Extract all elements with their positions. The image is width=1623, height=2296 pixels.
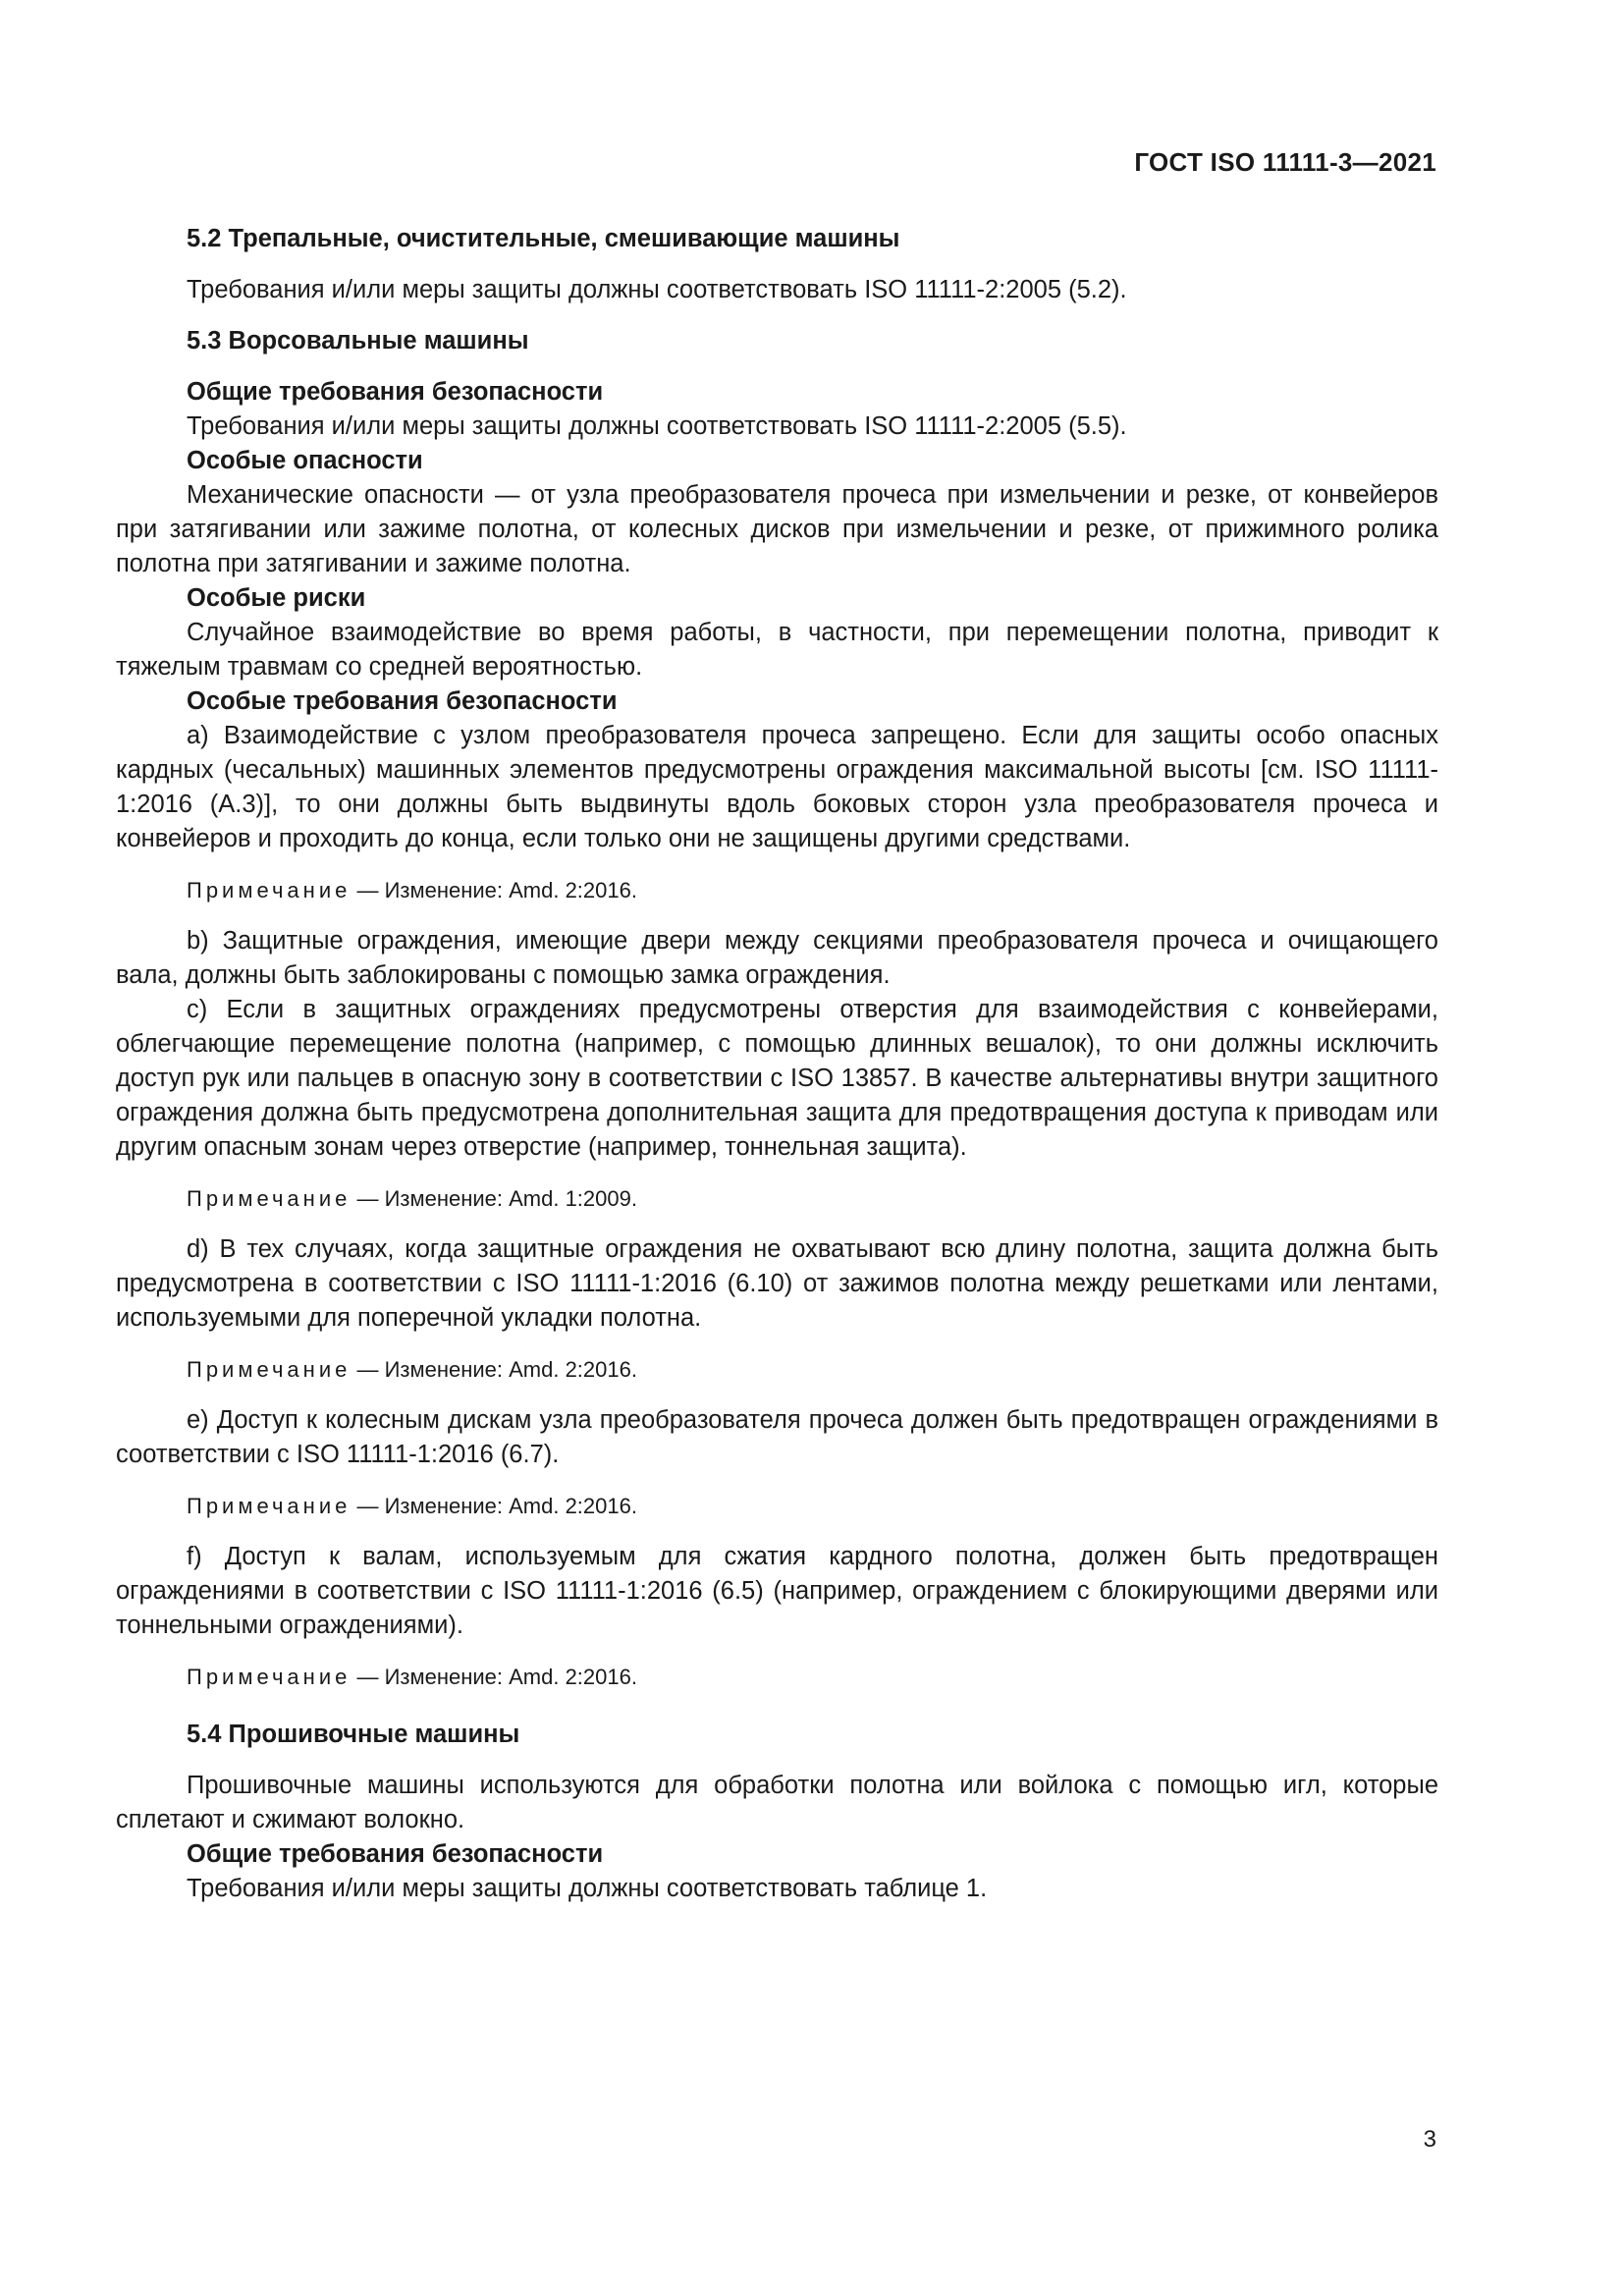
- section-5-3-hazards-heading: Особые опасности: [187, 447, 423, 474]
- section-5-3-requirements-heading: Особые требования безопасности: [187, 687, 618, 715]
- note-label: Примечание: [187, 1494, 352, 1518]
- section-5-3-risks-heading: Особые риски: [187, 584, 366, 612]
- note-item-a: [116, 873, 1438, 907]
- note-text: — Изменение: Amd. 2:2016.: [351, 1665, 637, 1689]
- section-5-3-item-c: c) Если в защитных ограждениях предусмотрены отверстия для взаимодействия с конвейерами, облегчающие перемещение полотна (например, с помощью длинных вешалок), то они должны исключить доступ рук или пальцев в опасную зону в соответствии с ISO 13857. В качестве альтернативы внутри защитного ограждения должна быть предусмотрена дополнительная защита для предотвращения доступа к приводам или другим опасным зонам через отверстие (например, тоннельная защита).: [116, 996, 1438, 1161]
- note-text: — Изменение: Amd. 2:2016.: [351, 878, 637, 902]
- section-5-3-item-e: e) Доступ к колесным дискам узла преобразователя прочеса должен быть предотвращен ограждениями в соответствии с ISO 11111-1:2016 (6.7).: [116, 1406, 1438, 1468]
- section-5-3-item-b: b) Защитные ограждения, имеющие двери между секциями преобразователя прочеса и очищающего вала, должны быть заблокированы с помощью замка ограждения.: [116, 927, 1438, 989]
- note-item-d: [116, 1352, 1438, 1387]
- section-5-3-item-f: f) Доступ к валам, используемым для сжатия кардного полотна, должен быть предотвращен ограждениями в соответствии с ISO 11111-1:2016 (6.5) (например, ограждением с блокирующими дверями или тоннельными ограждениями).: [116, 1543, 1438, 1639]
- note-item-c: [116, 1181, 1438, 1216]
- section-5-3-item-d: d) В тех случаях, когда защитные ограждения не охватывают всю длину полотна, защита должна быть предусмотрена в соответствии с ISO 11111-1:2016 (6.10) от зажимов полотна между решетками или лентами, используемыми для поперечной укладки полотна.: [116, 1235, 1438, 1332]
- section-5-2-title: 5.2 Трепальные, очистительные, смешивающие машины: [187, 225, 900, 252]
- section-5-2-text: Требования и/или меры защиты должны соответствовать ISO 11111-2:2005 (5.2).: [187, 276, 1127, 303]
- note-text: — Изменение: Amd. 1:2009.: [351, 1186, 637, 1211]
- page-number: 3: [1423, 2126, 1436, 2153]
- document-code-header: ГОСТ ISO 11111-3—2021: [1134, 147, 1436, 177]
- note-text: — Изменение: Amd. 2:2016.: [351, 1494, 637, 1518]
- note-label: Примечание: [187, 1186, 352, 1211]
- note-text: — Изменение: Amd. 2:2016.: [351, 1357, 637, 1382]
- section-5-4-title: 5.4 Прошивочные машины: [187, 1721, 520, 1748]
- section-5-3-item-a: a) Взаимодействие с узлом преобразователя прочеса запрещено. Если для защиты особо опасных кардных (чесальных) машинных элементов предусмотрены ограждения максимальной высоты [см. ISO 11111-1:2016 (А.3)], то они должны быть выдвинуты вдоль боковых сторон узла преобразователя прочеса и конвейеров и проходить до конца, если только они не защищены другими средствами.: [116, 722, 1438, 852]
- section-5-3-hazards-text: Механические опасности — от узла преобразователя прочеса при измельчении и резке, от конвейеров при затягивании или зажиме полотна, от колесных дисков при измельчении и резке, от прижимного ролика полотна при затягивании и зажиме полотна.: [116, 481, 1438, 577]
- section-5-4-general-heading: Общие требования безопасности: [187, 1840, 604, 1868]
- section-5-3-general-text: Требования и/или меры защиты должны соответствовать ISO 11111-2:2005 (5.5).: [187, 412, 1127, 440]
- page-content: [116, 222, 1438, 1906]
- section-5-3-title: 5.3 Ворсовальные машины: [187, 327, 529, 355]
- section-5-3-risks-text: Случайное взаимодействие во время работы, в частности, при перемещении полотна, приводит к тяжелым травмам со средней вероятностью.: [116, 619, 1438, 681]
- section-5-4-general-text: Требования и/или меры защиты должны соответствовать таблице 1.: [187, 1875, 988, 1902]
- note-label: Примечание: [187, 1357, 352, 1382]
- note-item-e: [116, 1489, 1438, 1523]
- note-label: Примечание: [187, 878, 352, 902]
- section-5-3-general-heading: Общие требования безопасности: [187, 378, 604, 406]
- section-5-4-intro: Прошивочные машины используются для обработки полотна или войлока с помощью игл, которые сплетают и сжимают волокно.: [116, 1772, 1438, 1833]
- note-item-f: [116, 1660, 1438, 1694]
- note-label: Примечание: [187, 1665, 352, 1689]
